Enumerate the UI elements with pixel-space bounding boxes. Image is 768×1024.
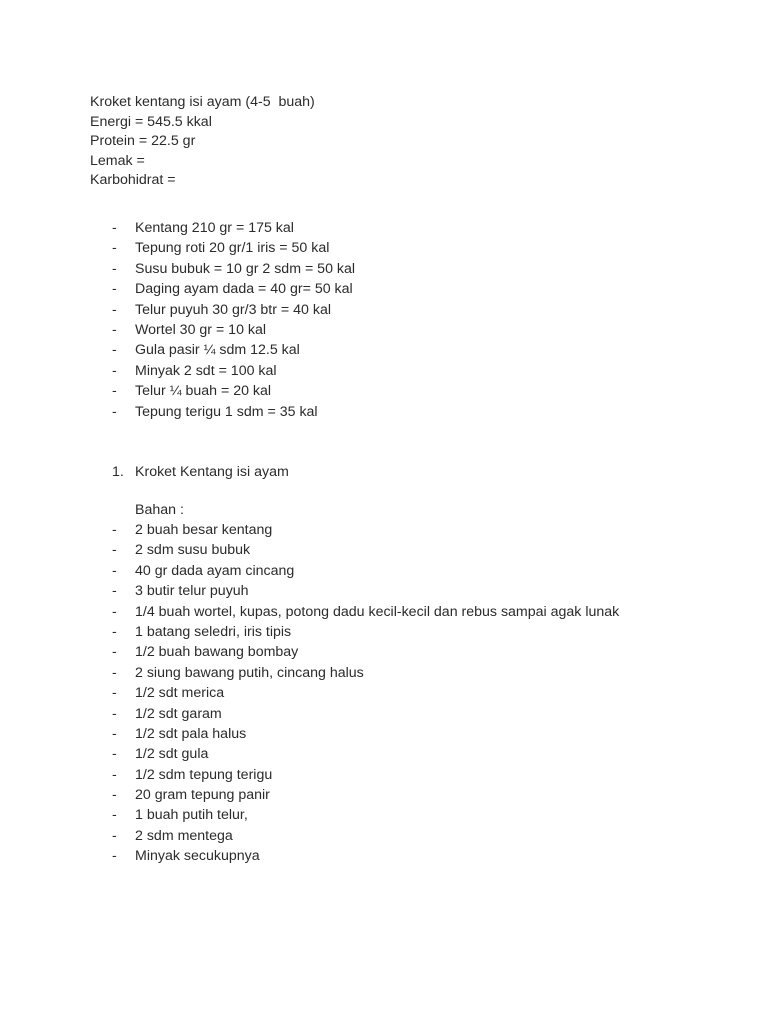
list-item-text: 2 sdm susu bubuk: [135, 542, 251, 559]
list-item-text: 1/2 buah bawang bombay: [135, 644, 299, 661]
list-item-text: 1/2 sdt gula: [135, 746, 209, 763]
list-bullet: -: [112, 342, 117, 359]
list-bullet: -: [112, 281, 117, 298]
list-item-text: Minyak 2 sdt = 100 kal: [135, 362, 277, 379]
nutrition-summary: [90, 93, 315, 191]
list-item-text: 1 batang seledri, iris tipis: [135, 623, 292, 640]
list-bullet: -: [112, 644, 117, 661]
recipe-title: Kroket Kentang isi ayam: [135, 464, 289, 480]
list-item-text: 2 sdm mentega: [135, 827, 233, 844]
recipe-heading: [0, 462, 768, 482]
list-bullet: -: [112, 664, 117, 681]
list-item-text: Wortel 30 gr = 10 kal: [135, 321, 267, 338]
list-item-text: 1 buah putih telur,: [135, 807, 248, 824]
list-bullet: -: [112, 827, 117, 844]
list-bullet: -: [112, 220, 117, 236]
list-item-text: 1/2 sdt pala halus: [135, 725, 247, 742]
list-bullet: -: [112, 240, 117, 257]
list-bullet: -: [112, 583, 117, 600]
list-bullet: -: [112, 562, 117, 579]
list-item-text: 20 gram tepung panir: [135, 787, 270, 804]
list-bullet: -: [112, 362, 117, 379]
list-item-text: Tepung terigu 1 sdm = 35 kal: [135, 403, 318, 420]
list-item-text: Tepung roti 20 gr/1 iris = 50 kal: [135, 240, 330, 257]
list-bullet: -: [112, 685, 117, 702]
carbohydrate-value: Karbohidrat =: [90, 172, 176, 188]
list-bullet: -: [112, 725, 117, 742]
list-bullet: -: [112, 403, 117, 420]
list-item-text: Susu bubuk = 10 gr 2 sdm = 50 kal: [135, 260, 356, 277]
list-bullet: -: [112, 705, 117, 722]
list-bullet: -: [112, 383, 117, 400]
list-item-text: Gula pasir ¼ sdm 12.5 kal: [135, 342, 300, 359]
recipe-summary-title: Kroket kentang isi ayam (4-5 buah): [90, 94, 315, 110]
list-bullet: -: [112, 807, 117, 824]
list-bullet: -: [112, 787, 117, 804]
ingredients-label: Bahan :: [135, 502, 184, 518]
list-item-text: 3 butir telur puyuh: [135, 583, 249, 600]
list-item-text: Minyak secukupnya: [135, 848, 260, 865]
list-item-text: 1/4 buah wortel, kupas, potong dadu kecil-kecil dan rebus sampai agak lunak: [135, 603, 620, 620]
list-bullet: -: [112, 848, 117, 865]
protein-value: Protein = 22.5 gr: [90, 133, 196, 149]
list-item-text: Telur ¼ buah = 20 kal: [135, 383, 272, 400]
list-item-text: 1/2 sdm tepung terigu: [135, 766, 273, 783]
list-bullet: -: [112, 542, 117, 559]
list-bullet: -: [112, 321, 117, 338]
list-item-text: 2 buah besar kentang: [135, 522, 273, 538]
fat-value: Lemak =: [90, 152, 145, 169]
list-item-text: 1/2 sdt merica: [135, 685, 225, 702]
list-item-text: 1/2 sdt garam: [135, 705, 222, 722]
recipe-number: 1.: [112, 464, 124, 480]
list-bullet: -: [112, 260, 117, 277]
list-bullet: -: [112, 603, 117, 620]
list-bullet: -: [112, 766, 117, 783]
energy-value: Energi = 545.5 kkal: [90, 113, 212, 130]
list-bullet: -: [112, 623, 117, 640]
list-item-text: 2 siung bawang putih, cincang halus: [135, 664, 364, 681]
list-item-text: Telur puyuh 30 gr/3 btr = 40 kal: [135, 301, 331, 318]
list-bullet: -: [112, 301, 117, 318]
list-item-text: Daging ayam dada = 40 gr= 50 kal: [135, 281, 353, 298]
list-bullet: -: [112, 522, 117, 538]
list-bullet: -: [112, 746, 117, 763]
list-item-text: Kentang 210 gr = 175 kal: [135, 220, 294, 236]
list-item-text: 40 gr dada ayam cincang: [135, 562, 295, 579]
